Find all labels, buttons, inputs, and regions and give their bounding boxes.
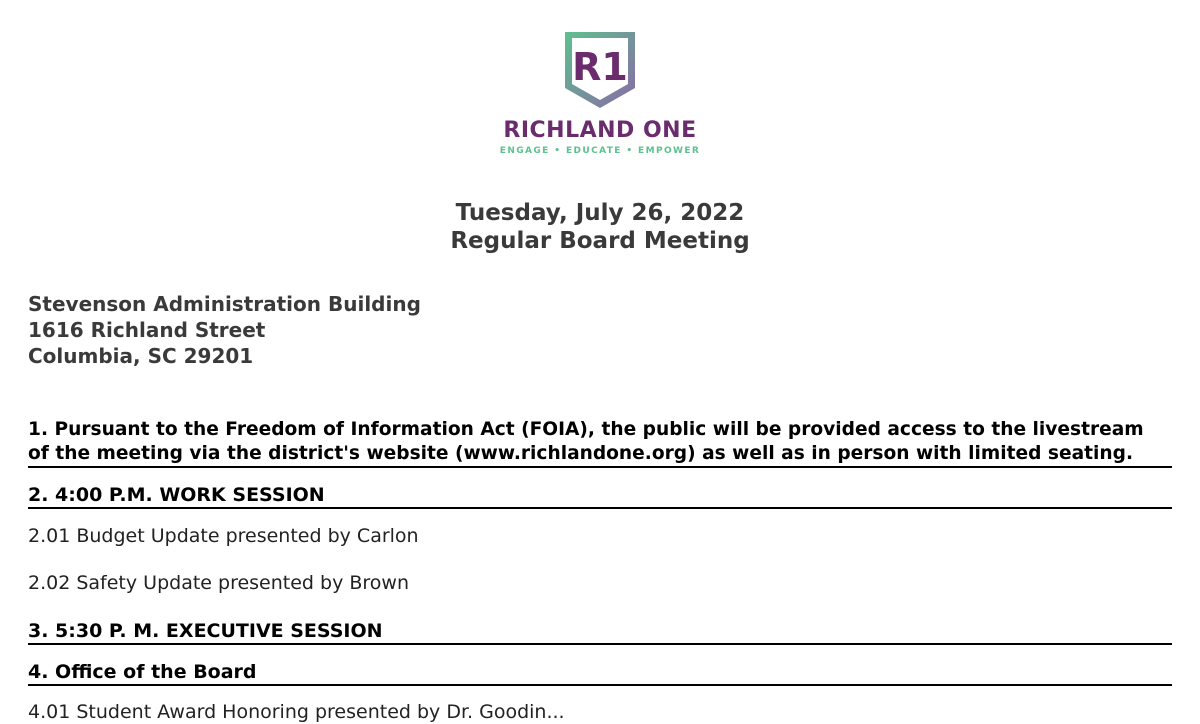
logo-mark: R1 [572, 45, 628, 89]
agenda-item-2-01: 2.01 Budget Update presented by Carlon [28, 525, 419, 547]
agenda-section-2: 2. 4:00 P.M. WORK SESSION [28, 483, 1172, 509]
r1-shield-icon [563, 30, 637, 110]
meeting-heading [0, 199, 1200, 255]
logo-name: RICHLAND ONE [503, 118, 697, 143]
address-line-1: Stevenson Administration Building [28, 292, 421, 316]
agenda-item-4-01: 4.01 Student Award Honoring presented by Dr. Goodin... [28, 701, 565, 723]
section-1-line-1: 1. Pursuant to the Freedom of Information Act (FOIA), the public will be provided access to the livestream [28, 419, 1144, 440]
address-line-3: Columbia, SC 29201 [28, 344, 254, 368]
meeting-title: Regular Board Meeting [450, 228, 750, 254]
richland-one-logo [0, 30, 1200, 156]
agenda-section-4: 4. Office of the Board [28, 660, 1172, 686]
meeting-address [28, 291, 421, 369]
agenda-section-3: 3. 5:30 P. M. EXECUTIVE SESSION [28, 619, 1172, 645]
agenda-item-2-02: 2.02 Safety Update presented by Brown [28, 572, 410, 594]
address-line-2: 1616 Richland Street [28, 318, 266, 342]
logo-tagline: ENGAGE • EDUCATE • EMPOWER [499, 146, 701, 156]
section-1-line-2: of the meeting via the district's website (www.richlandone.org) as well as in person with limited seating. [28, 443, 1134, 464]
agenda-section-1 [28, 418, 1172, 468]
meeting-date: Tuesday, July 26, 2022 [455, 200, 745, 226]
